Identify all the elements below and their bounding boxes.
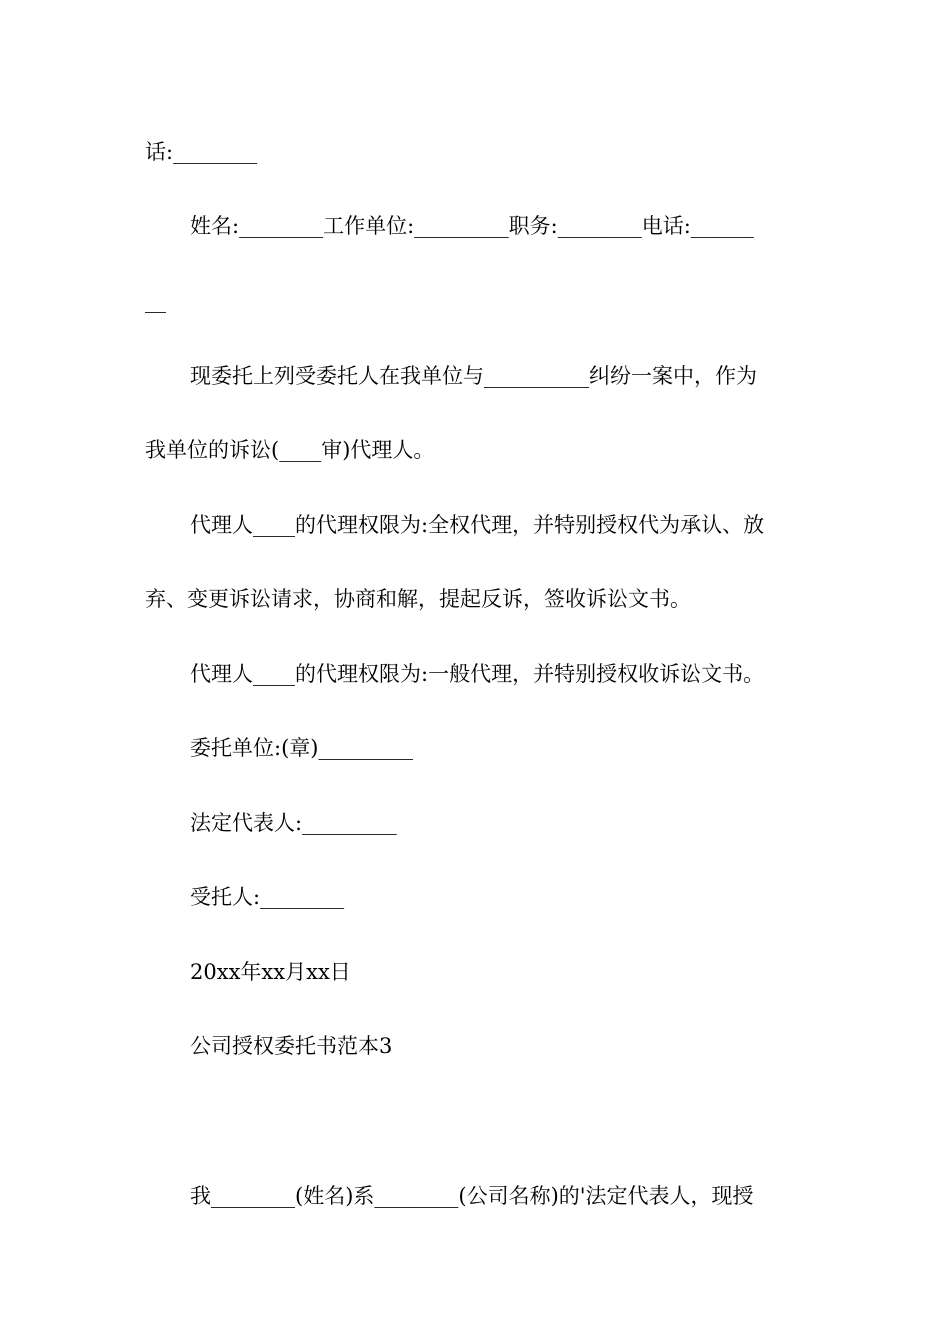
text-line-legal-representative: 法定代表人:_________ bbox=[190, 811, 397, 835]
text-line-full-authority-continued: 弃、变更诉讼请求，协商和解，提起反诉，签收诉讼文书。 bbox=[145, 587, 691, 611]
text-line-general-authority: 代理人____的代理权限为:一般代理，并特别授权收诉讼文书。 bbox=[190, 662, 765, 686]
text-line-full-authority: 代理人____的代理权限为:全权代理，并特别授权代为承认、放 bbox=[190, 513, 765, 537]
text-line-trustee: 受托人:________ bbox=[190, 885, 345, 909]
text-line-entrust-case: 现委托上列受委托人在我单位与__________纠纷一案中，作为 bbox=[190, 364, 757, 388]
text-line-blank-continued: __ bbox=[145, 289, 166, 313]
text-line-date: 20xx年xx月xx日 bbox=[190, 960, 351, 984]
text-line-agent-info: 姓名:________工作单位:_________职务:________电话:______ bbox=[190, 214, 754, 238]
text-line-litigation-agent: 我单位的诉讼(____审)代理人。 bbox=[145, 438, 435, 462]
text-line-phone-continued: 话:________ bbox=[145, 140, 258, 164]
section-title: 公司授权委托书范本3 bbox=[190, 1034, 393, 1058]
text-line-entrusting-unit: 委托单位:(章)_________ bbox=[190, 736, 413, 760]
text-line-authorization-start: 我________(姓名)系________(公司名称)的'法定代表人，现授 bbox=[190, 1184, 754, 1208]
